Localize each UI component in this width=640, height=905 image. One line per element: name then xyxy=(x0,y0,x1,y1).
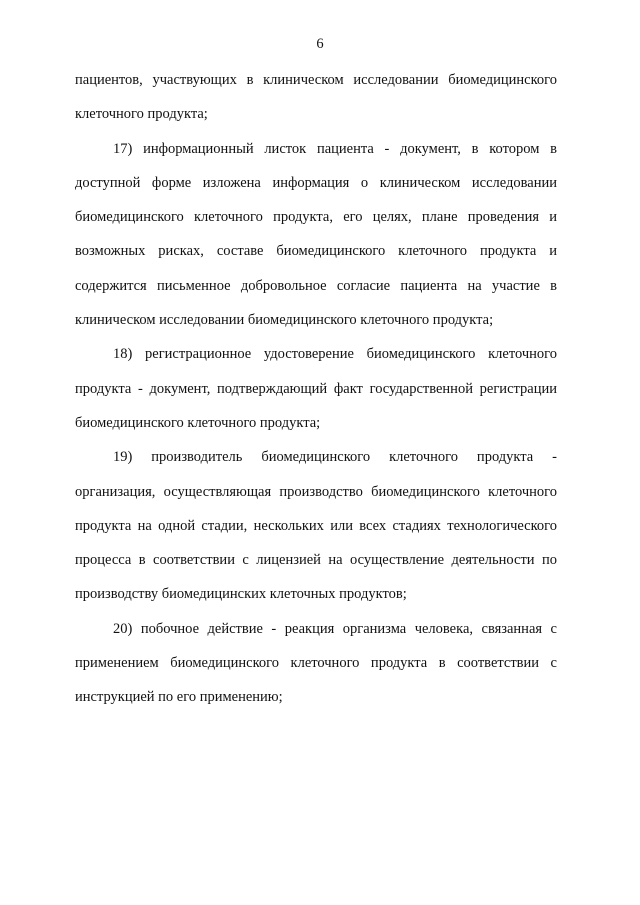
text-line: 20) побочное действие - реакция организма человека, связанная с xyxy=(113,620,557,637)
text-line: 18) регистрационное удостоверение биомедицинского клеточного xyxy=(113,346,557,363)
paragraph-item-17 xyxy=(75,137,557,343)
text-line: биомедицинского клеточного продукта; xyxy=(75,414,321,431)
text-line: продукта - документ, подтверждающий факт государственной регистрации xyxy=(75,380,557,397)
paragraph-continuation xyxy=(75,68,557,137)
paragraph-item-19 xyxy=(75,445,557,616)
page-number: 6 xyxy=(316,36,324,52)
document-body xyxy=(75,68,557,720)
text-line: содержится письменное добровольное согласие пациента на участие в xyxy=(75,277,557,294)
text-line: процесса в соответствии с лицензией на осуществление деятельности по xyxy=(75,552,557,569)
text-line: доступной форме изложена информация о клиническом исследовании xyxy=(75,174,557,191)
paragraph-item-20 xyxy=(75,617,557,720)
text-line: 17) информационный листок пациента - документ, в котором в xyxy=(113,140,557,157)
text-line: применением биомедицинского клеточного продукта в соответствии с xyxy=(75,655,557,672)
text-line: клиническом исследовании биомедицинского клеточного продукта; xyxy=(75,312,494,329)
text-line: пациентов, участвующих в клиническом исследовании биомедицинского xyxy=(75,72,557,88)
text-line: инструкцией по его применению; xyxy=(75,689,283,706)
text-line: возможных рисках, составе биомедицинского клеточного продукта и xyxy=(75,243,557,260)
text-line: клеточного продукта; xyxy=(75,106,208,123)
text-line: 19) производитель биомедицинского клеточного продукта - xyxy=(113,449,557,466)
text-line: продукта на одной стадии, нескольких или всех стадиях технологического xyxy=(75,517,557,534)
paragraph-item-18 xyxy=(75,342,557,445)
text-line: организация, осуществляющая производство биомедицинского клеточного xyxy=(75,483,557,500)
text-line: производству биомедицинских клеточных продуктов; xyxy=(75,586,407,603)
text-line: биомедицинского клеточного продукта, его целях, плане проведения и xyxy=(75,209,557,226)
